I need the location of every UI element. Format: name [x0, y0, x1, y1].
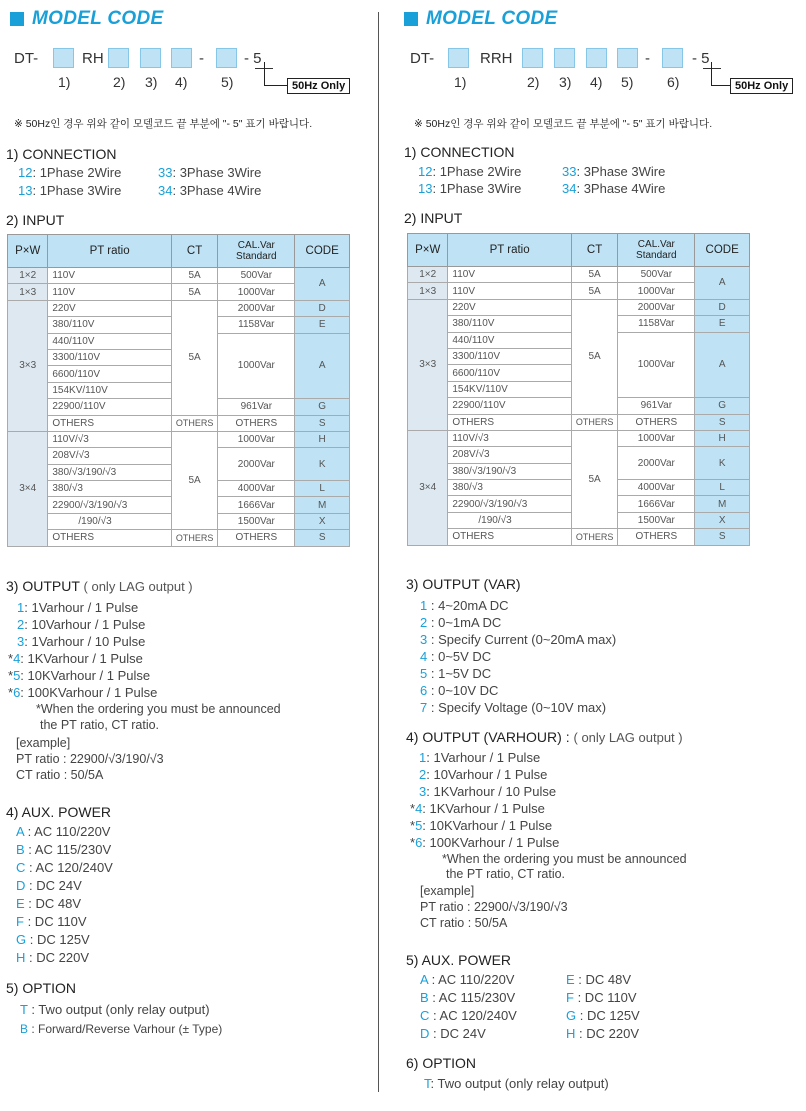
- code-box-5: [617, 48, 638, 68]
- code-cell: E: [695, 316, 750, 332]
- model-code-heading: [404, 8, 557, 30]
- code-box-6: [662, 48, 683, 68]
- pos-label: 6): [667, 74, 680, 90]
- option-item: B : Forward/Reverse Varhour (± Type): [20, 1022, 223, 1036]
- cal-cell: 2000Var: [218, 448, 295, 481]
- th-cal: CAL.Var Standard: [618, 234, 695, 267]
- cal-cell: 2000Var: [618, 447, 695, 480]
- pt-cell: 3300/110V: [48, 349, 171, 365]
- example-ct: CT ratio : 50/5A: [16, 768, 104, 782]
- ct-cell: 5A: [571, 267, 618, 283]
- aux-title: 4) AUX. POWER: [6, 804, 112, 820]
- table-row: [408, 529, 750, 545]
- cal-cell: OTHERS: [218, 415, 295, 431]
- left-column: [0, 0, 372, 1111]
- connection-item: 33: 3Phase 3Wire: [562, 164, 666, 179]
- code-cell: S: [695, 414, 750, 430]
- output-var-item: 1 : 4~20mA DC: [420, 598, 509, 613]
- output-remark: the PT ratio, CT ratio.: [446, 867, 566, 881]
- table-row: [8, 300, 350, 316]
- aux-title: 5) AUX. POWER: [406, 952, 512, 968]
- table-row: [408, 414, 750, 430]
- example-pt: PT ratio : 22900/√3/190/√3: [16, 752, 164, 766]
- th-code: CODE: [695, 234, 750, 267]
- code-cell: H: [695, 430, 750, 446]
- input-table: [407, 233, 750, 546]
- pt-cell: 208V/√3: [48, 448, 171, 464]
- heading-square-icon: [10, 12, 24, 26]
- code-cell: A: [695, 332, 750, 398]
- input-title: 2) INPUT: [404, 210, 463, 226]
- pt-cell: 110V: [48, 268, 171, 284]
- pw-cell: 3×4: [8, 431, 48, 546]
- pw-cell: 1×2: [408, 267, 448, 283]
- code-cell: A: [295, 333, 350, 399]
- pos-label: 1): [58, 74, 71, 90]
- output-var-item: 7 : Specify Voltage (0~10V max): [420, 700, 607, 715]
- pt-cell: 380/110V: [48, 317, 171, 333]
- ct-cell: OTHERS: [171, 530, 218, 546]
- cal-cell: 4000Var: [618, 480, 695, 496]
- pw-cell: 3×3: [408, 299, 448, 430]
- pt-cell: 22900/√3/190/√3: [48, 497, 171, 513]
- pt-cell: 440/110V: [448, 332, 571, 348]
- code-cell: M: [295, 497, 350, 513]
- hz-only-badge: 50Hz Only: [287, 78, 350, 94]
- cal-cell: 1666Var: [618, 496, 695, 512]
- input-title: 2) INPUT: [6, 212, 65, 228]
- pt-cell: 22900/√3/190/√3: [448, 496, 571, 512]
- cal-cell: OTHERS: [618, 529, 695, 545]
- cal-cell: 961Var: [218, 399, 295, 415]
- aux-item: A : AC 110/220V: [16, 824, 111, 839]
- pt-cell: 22900/110V: [448, 398, 571, 414]
- cal-cell: 1000Var: [218, 333, 295, 399]
- cal-cell: 2000Var: [218, 300, 295, 316]
- output-varhour-item: *4: 1KVarhour / 1 Pulse: [410, 801, 545, 816]
- pt-cell: 6600/110V: [448, 365, 571, 381]
- table-row: [408, 430, 750, 446]
- code-box-1: [53, 48, 74, 68]
- cal-cell: 1000Var: [618, 430, 695, 446]
- pt-cell: 3300/110V: [448, 348, 571, 364]
- th-pw: P×W: [408, 234, 448, 267]
- pt-cell: 6600/110V: [48, 366, 171, 382]
- code-cell: G: [295, 399, 350, 415]
- pos-label: 2): [113, 74, 126, 90]
- aux-item: D : DC 24V: [420, 1026, 486, 1041]
- pt-cell: 220V: [48, 300, 171, 316]
- connection-item: 33: 3Phase 3Wire: [158, 165, 262, 180]
- code-suffix: - 5: [244, 50, 262, 67]
- example-pt: PT ratio : 22900/√3/190/√3: [420, 900, 568, 914]
- output-remark: the PT ratio, CT ratio.: [40, 718, 160, 732]
- model-code-heading: [10, 8, 163, 30]
- output-remark: *When the ordering you must be announced: [442, 852, 687, 866]
- pw-cell: 1×2: [8, 268, 48, 284]
- model-code-diagram: [0, 48, 372, 72]
- aux-item: E : DC 48V: [16, 896, 82, 911]
- pos-label: 5): [221, 74, 234, 90]
- pt-cell: 208V/√3: [448, 447, 571, 463]
- output-varhour-item: *6: 100KVarhour / 1 Pulse: [410, 835, 560, 850]
- example-label: [example]: [16, 736, 71, 750]
- connection-title: 1) CONNECTION: [404, 144, 515, 160]
- code-cell: L: [695, 480, 750, 496]
- ct-cell: OTHERS: [571, 529, 618, 545]
- code-box-2: [522, 48, 543, 68]
- aux-item: B : AC 115/230V: [420, 990, 516, 1005]
- aux-item: C : AC 120/240V: [420, 1008, 517, 1023]
- aux-item: H : DC 220V: [566, 1026, 639, 1041]
- table-row: [408, 267, 750, 283]
- code-prefix: DT-: [410, 50, 435, 67]
- option-title: 6) OPTION: [406, 1055, 477, 1071]
- th-cal: CAL.Var Standard: [218, 235, 295, 268]
- table-row: [408, 299, 750, 315]
- connection-item: 12: 1Phase 2Wire: [418, 164, 522, 179]
- korean-note: ※ 50Hz인 경우 위와 같이 모델코드 끝 부분에 "- 5" 표기 바랍니다.: [414, 118, 713, 130]
- aux-item: G : DC 125V: [16, 932, 90, 947]
- output-var-item: 6 : 0~10V DC: [420, 683, 499, 698]
- pt-cell: 380/√3: [48, 481, 171, 497]
- th-code: CODE: [295, 235, 350, 268]
- connection-item: 34: 3Phase 4Wire: [158, 183, 262, 198]
- code-box-4: [171, 48, 192, 68]
- cal-cell: 1000Var: [218, 431, 295, 447]
- pt-cell: OTHERS: [48, 530, 171, 546]
- cal-cell: 1158Var: [218, 317, 295, 333]
- pt-cell: OTHERS: [448, 529, 571, 545]
- code-mid: RH: [82, 50, 104, 67]
- pt-cell: 110V/√3: [448, 430, 571, 446]
- code-dash: -: [645, 50, 650, 67]
- code-box-4: [586, 48, 607, 68]
- pt-cell: 154KV/110V: [48, 382, 171, 398]
- output-varhour-item: 1: 1Varhour / 1 Pulse: [419, 750, 541, 765]
- th-ct: CT: [571, 234, 618, 267]
- aux-item: G : DC 125V: [566, 1008, 640, 1023]
- pt-cell: 110V: [448, 267, 571, 283]
- aux-item: E : DC 48V: [566, 972, 632, 987]
- code-cell: E: [295, 317, 350, 333]
- ct-cell: 5A: [171, 268, 218, 284]
- output-varhour-item: 2: 10Varhour / 1 Pulse: [419, 767, 548, 782]
- cal-cell: 500Var: [618, 267, 695, 283]
- pos-label: 5): [621, 74, 634, 90]
- cal-cell: 1666Var: [218, 497, 295, 513]
- heading-square-icon: [404, 12, 418, 26]
- pt-cell: 380/110V: [448, 316, 571, 332]
- output-var-item: 3 : Specify Current (0~20mA max): [420, 632, 617, 647]
- table-row: [8, 431, 350, 447]
- output-varhour-item: 3: 1KVarhour / 10 Pulse: [419, 784, 557, 799]
- hz-only-badge: 50Hz Only: [730, 78, 793, 94]
- pos-label: 4): [590, 74, 603, 90]
- code-cell: L: [295, 481, 350, 497]
- cal-cell: 961Var: [618, 398, 695, 414]
- ct-cell: 5A: [571, 283, 618, 299]
- aux-item: H : DC 220V: [16, 950, 89, 965]
- cal-cell: 4000Var: [218, 481, 295, 497]
- pt-cell: 110V: [48, 284, 171, 300]
- th-pt: PT ratio: [448, 234, 571, 267]
- th-pt: PT ratio: [48, 235, 171, 268]
- pt-cell: /190/√3: [48, 513, 171, 529]
- example-ct: CT ratio : 50/5A: [420, 916, 508, 930]
- pt-cell: 220V: [448, 299, 571, 315]
- ct-cell: 5A: [171, 431, 218, 529]
- example-label: [example]: [420, 884, 475, 898]
- model-code-title: MODEL CODE: [32, 8, 164, 29]
- ct-cell: OTHERS: [171, 415, 218, 431]
- right-column: [400, 0, 802, 1111]
- pos-label: 1): [454, 74, 467, 90]
- cal-cell: 500Var: [218, 268, 295, 284]
- output-varhour-title: 4) OUTPUT (VARHOUR) : ( only LAG output ): [406, 729, 683, 745]
- code-box-3: [140, 48, 161, 68]
- table-row: [8, 415, 350, 431]
- input-table: [7, 234, 350, 547]
- option-item: T: Two output (only relay output): [424, 1076, 609, 1091]
- aux-item: F : DC 110V: [566, 990, 637, 1005]
- option-item: T : Two output (only relay output): [20, 1002, 210, 1017]
- pt-cell: 380/√3/190/√3: [48, 464, 171, 480]
- code-dash: -: [199, 50, 204, 67]
- model-code-title: MODEL CODE: [426, 8, 558, 29]
- pos-label: 3): [559, 74, 572, 90]
- code-mid: RRH: [480, 50, 513, 67]
- code-box-5: [216, 48, 237, 68]
- code-cell: A: [695, 267, 750, 300]
- aux-item: C : AC 120/240V: [16, 860, 113, 875]
- pt-cell: OTHERS: [448, 414, 571, 430]
- code-cell: K: [295, 448, 350, 481]
- cal-cell: OTHERS: [218, 530, 295, 546]
- pt-cell: 154KV/110V: [448, 381, 571, 397]
- pt-cell: 22900/110V: [48, 399, 171, 415]
- code-box-3: [554, 48, 575, 68]
- pt-cell: 380/√3/190/√3: [448, 463, 571, 479]
- pt-cell: 110V: [448, 283, 571, 299]
- ct-cell: 5A: [171, 300, 218, 415]
- th-ct: CT: [171, 235, 218, 268]
- cal-cell: 1158Var: [618, 316, 695, 332]
- output-remark: *When the ordering you must be announced: [36, 702, 281, 716]
- pos-label: 2): [527, 74, 540, 90]
- code-cell: A: [295, 268, 350, 301]
- th-pw: P×W: [8, 235, 48, 268]
- table-row: [8, 530, 350, 546]
- output-item: 2: 10Varhour / 1 Pulse: [17, 617, 146, 632]
- pt-cell: 110V/√3: [48, 431, 171, 447]
- output-var-item: 4 : 0~5V DC: [420, 649, 492, 664]
- code-cell: D: [295, 300, 350, 316]
- pt-cell: 440/110V: [48, 333, 171, 349]
- code-prefix: DT-: [14, 50, 39, 67]
- cal-cell: 2000Var: [618, 299, 695, 315]
- output-item: 3: 1Varhour / 10 Pulse: [17, 634, 146, 649]
- connection-item: 12: 1Phase 2Wire: [18, 165, 122, 180]
- code-cell: S: [295, 415, 350, 431]
- cal-cell: 1000Var: [618, 332, 695, 398]
- aux-item: D : DC 24V: [16, 878, 82, 893]
- ct-cell: 5A: [571, 299, 618, 414]
- model-code-diagram: [400, 48, 802, 72]
- code-box-2: [108, 48, 129, 68]
- connection-item: 13: 1Phase 3Wire: [418, 181, 522, 196]
- pos-label: 4): [175, 74, 188, 90]
- ct-cell: 5A: [571, 430, 618, 528]
- output-item: *5: 10KVarhour / 1 Pulse: [8, 668, 151, 683]
- connection-item: 13: 1Phase 3Wire: [18, 183, 122, 198]
- output-title: 3) OUTPUT ( only LAG output ): [6, 578, 193, 594]
- aux-item: F : DC 110V: [16, 914, 87, 929]
- option-title: 5) OPTION: [6, 980, 77, 996]
- pt-cell: OTHERS: [48, 415, 171, 431]
- cal-cell: 1500Var: [218, 513, 295, 529]
- pw-cell: 3×4: [408, 430, 448, 545]
- output-var-title: 3) OUTPUT (VAR): [406, 576, 521, 592]
- pos-label: 3): [145, 74, 158, 90]
- cal-cell: 1000Var: [618, 283, 695, 299]
- ct-cell: OTHERS: [571, 414, 618, 430]
- code-cell: S: [295, 530, 350, 546]
- output-varhour-item: *5: 10KVarhour / 1 Pulse: [410, 818, 553, 833]
- connection-item: 34: 3Phase 4Wire: [562, 181, 666, 196]
- korean-note: ※ 50Hz인 경우 위와 같이 모델코드 끝 부분에 "- 5" 표기 바랍니다.: [14, 118, 313, 130]
- aux-item: B : AC 115/230V: [16, 842, 112, 857]
- cal-cell: 1000Var: [218, 284, 295, 300]
- ct-cell: 5A: [171, 284, 218, 300]
- code-cell: X: [695, 512, 750, 528]
- column-divider: [378, 12, 379, 1092]
- code-cell: X: [295, 513, 350, 529]
- code-suffix: - 5: [692, 50, 710, 67]
- connection-title: 1) CONNECTION: [6, 146, 117, 162]
- code-cell: H: [295, 431, 350, 447]
- pw-cell: 1×3: [8, 284, 48, 300]
- pt-cell: 380/√3: [448, 480, 571, 496]
- code-cell: G: [695, 398, 750, 414]
- table-row: [8, 268, 350, 284]
- pw-cell: 3×3: [8, 300, 48, 431]
- code-cell: D: [695, 299, 750, 315]
- code-box-1: [448, 48, 469, 68]
- code-cell: K: [695, 447, 750, 480]
- output-item: *6: 100KVarhour / 1 Pulse: [8, 685, 158, 700]
- code-cell: M: [695, 496, 750, 512]
- code-cell: S: [695, 529, 750, 545]
- pt-cell: /190/√3: [448, 512, 571, 528]
- output-item: *4: 1KVarhour / 1 Pulse: [8, 651, 143, 666]
- output-item: 1: 1Varhour / 1 Pulse: [17, 600, 139, 615]
- output-var-item: 2 : 0~1mA DC: [420, 615, 502, 630]
- aux-item: A : AC 110/220V: [420, 972, 515, 987]
- cal-cell: 1500Var: [618, 512, 695, 528]
- output-var-item: 5 : 1~5V DC: [420, 666, 492, 681]
- cal-cell: OTHERS: [618, 414, 695, 430]
- pw-cell: 1×3: [408, 283, 448, 299]
